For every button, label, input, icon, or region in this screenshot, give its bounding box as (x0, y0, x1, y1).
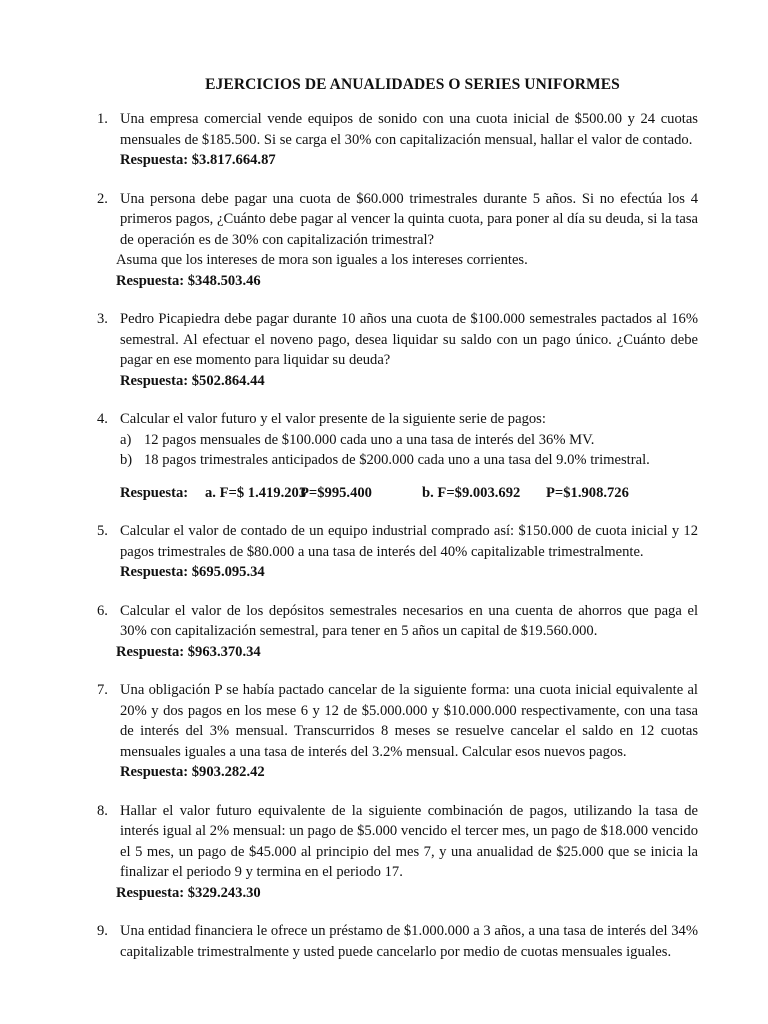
exercise-answer: Respuesta: $502.864.44 (120, 372, 265, 389)
answer-a-present: P=$995.400 (300, 484, 372, 501)
exercise-text: Hallar el valor futuro equivalente de la siguiente combinación de pagos, utilizando la tasa de interés igual al 2% mensual: un pago de $5.000 vencido el tercer mes, un pago de $18.000 vencido el 5 mes, un pago de $45.000 al principio del mes 7, y una anualidad de $25.000 que se inicia la finalizar el periodo 9 y termina en el periodo 17. (120, 802, 698, 880)
exercise-text: Una persona debe pagar una cuota de $60.000 trimestrales durante 5 años. Si no efectúa los 4 primeros pagos, ¿Cuánto debe pagar al vencer la quinta cuota, para poner al día su deuda, si la tasa de operación es de 30% con capitalización trimestral? (120, 190, 698, 248)
sub-item-a (120, 430, 698, 451)
exercise-5 (97, 521, 698, 583)
exercise-number: 8. (97, 802, 108, 819)
exercise-answer: Respuesta: $329.243.30 (116, 884, 261, 901)
exercise-8 (97, 801, 698, 904)
exercise-text: Calcular el valor futuro y el valor presente de la siguiente serie de pagos: (120, 411, 546, 427)
sub-item-label: a) (120, 431, 132, 448)
sub-item-b (120, 450, 698, 471)
answer-a-future: a. F=$ 1.419.203 (205, 484, 307, 501)
answer-b-future: b. F=$9.003.692 (422, 484, 521, 501)
exercise-text: Una obligación P se había pactado cancelar de la siguiente forma: una cuota inicial equivalente al 20% y dos pagos en los mese 6 y 12 de $5.000.000 y $10.000.000 respectivamente, con una tasa de interés del 3% mensual. Transcurridos 8 meses se resuelve cancelar el saldo en 12 cuotas mensuales iguales a una tasa de interés del 3.2% mensual. Calcular esos nuevos pagos. (120, 682, 698, 760)
exercise-1 (97, 109, 698, 171)
exercise-number: 9. (97, 923, 108, 939)
exercise-number: 1. (97, 111, 108, 127)
document-title: EJERCICIOS DE ANUALIDADES O SERIES UNIFORMES (205, 76, 620, 93)
exercise-text: Pedro Picapiedra debe pagar durante 10 años una cuota de $100.000 semestrales pactados al 16% semestral. Al efectuar el noveno pago, desea liquidar su saldo con un pago único. ¿Cuánto debe pagar en ese momento para liquidar su deuda? (120, 311, 698, 368)
exercise-number: 3. (97, 311, 108, 327)
exercise-text: Una empresa comercial vende equipos de sonido con una cuota inicial de $500.00 y 24 cuotas mensuales de $185.500. Si se carga el 30% con capitalización mensual, hallar el valor de contado. (120, 111, 698, 148)
exercise-9 (97, 921, 698, 962)
exercise-number: 6. (97, 602, 108, 619)
answer-b-present: P=$1.908.726 (546, 484, 629, 501)
exercise-text: Una entidad financiera le ofrece un préstamo de $1.000.000 a 3 años, a una tasa de interés del 34% capitalizable trimestralmente y usted puede cancelarlo por medio de cuotas mensuales iguales. (120, 923, 698, 960)
exercise-text: Calcular el valor de los depósitos semestrales necesarios en una cuenta de ahorros que paga el 30% con capitalización semestral, para tener en 5 años un capital de $19.560.000. (120, 602, 698, 639)
exercise-7 (97, 680, 698, 783)
exercise-answer (120, 483, 698, 504)
exercise-2 (97, 189, 698, 292)
exercise-6 (97, 601, 698, 663)
exercise-answer: Respuesta: $348.503.46 (116, 272, 261, 289)
exercise-4 (97, 409, 698, 503)
exercise-answer: Respuesta: $3.817.664.87 (120, 152, 276, 168)
exercise-number: 4. (97, 411, 108, 427)
answer-label: Respuesta: (120, 484, 189, 501)
exercise-answer: Respuesta: $963.370.34 (116, 643, 261, 660)
sub-item-text: 18 pagos trimestrales anticipados de $200.000 cada uno a una tasa del 9.0% trimestral. (144, 452, 650, 468)
exercise-note: Asuma que los intereses de mora son iguales a los intereses corrientes. (116, 252, 528, 268)
sub-item-label: b) (120, 452, 133, 468)
exercise-answer: Respuesta: $903.282.42 (120, 764, 265, 780)
sub-item-text: 12 pagos mensuales de $100.000 cada uno a una tasa de interés del 36% MV. (144, 431, 595, 448)
exercise-answer: Respuesta: $695.095.34 (120, 564, 265, 580)
exercise-number: 2. (97, 190, 108, 207)
exercise-text: Calcular el valor de contado de un equipo industrial comprado así: $150.000 de cuota inicial y 12 pagos trimestrales de $80.000 a una tasa de interés del 40% capitalizable trimestralmente. (120, 523, 698, 560)
exercise-number: 5. (97, 523, 108, 539)
exercise-3 (97, 309, 698, 391)
exercise-number: 7. (97, 682, 108, 698)
